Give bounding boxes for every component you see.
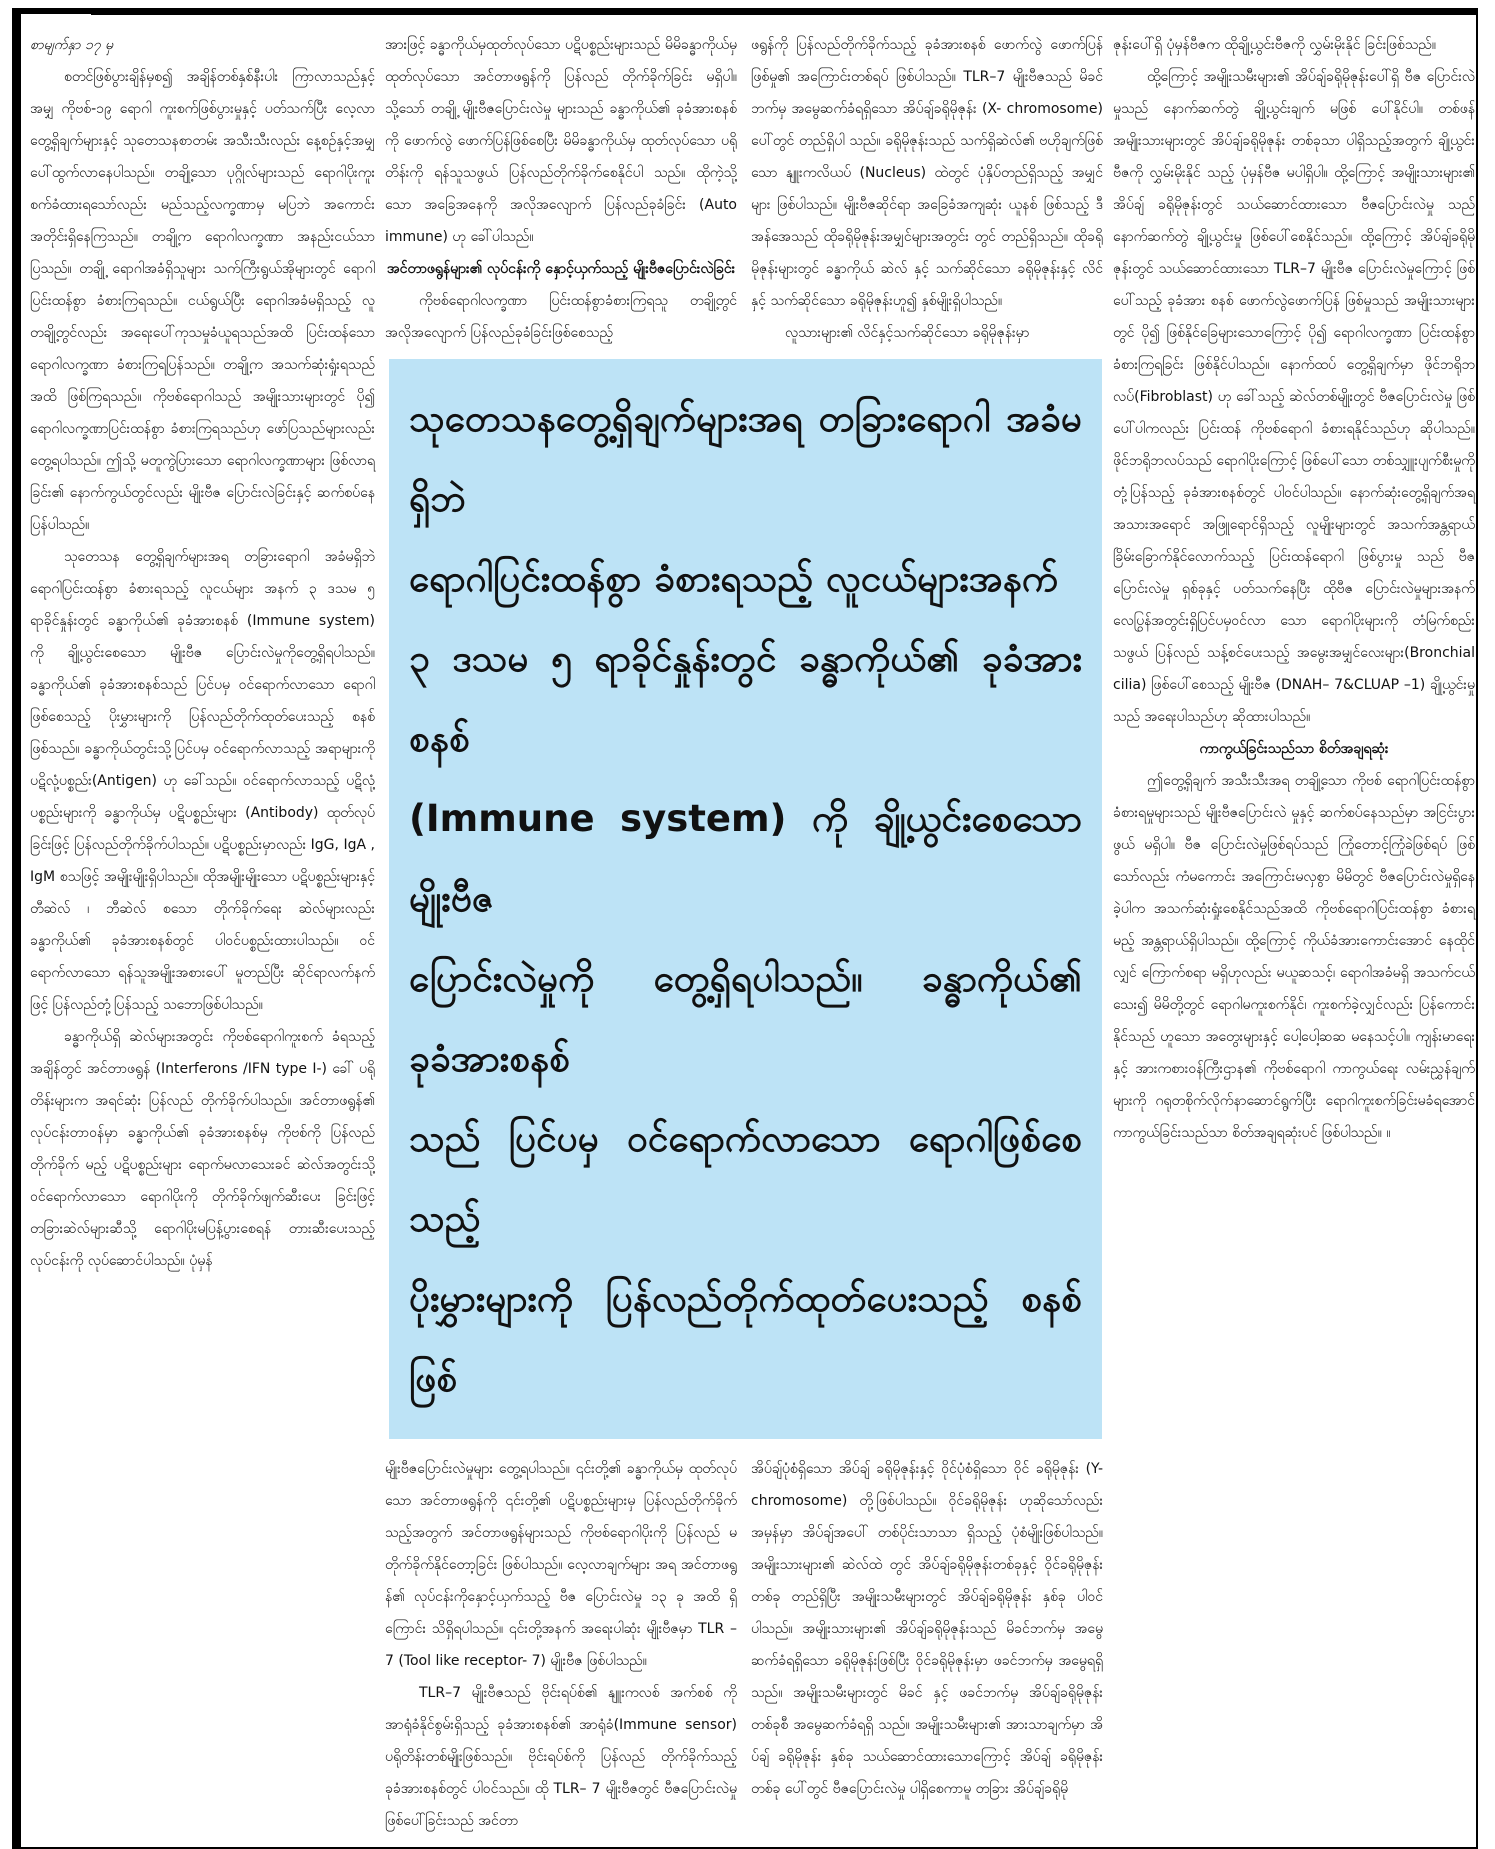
pull-quote-line: (Immune system) ကို ချို့ယွင်းစေသော မျိုးဗီဇ: [409, 797, 1082, 920]
border-gap: [21, 14, 91, 24]
paragraph: ထို့ကြောင့် အမျိုးသမီးများ၏ အိပ်ချ်ခရိုမိုဇုန်းပေါ်ရှိ ဗီဇ ပြောင်းလဲမှုသည် နောက်ဆက်တွဲ ချို့ယွင်းချက် မဖြစ် ပေါ်နိုင်ပါ။ တစ်ဖန် အမျိုးသားများတွင် အိပ်ချ်ခရိုမိုဇုန်း တစ်ခုသာ ပါရှိသည့်အတွက် ချို့ယွင်းဗီဇကို လွှမ်းမိုးနိုင် သည့် ပုံမှန်ဗီဇ မပါရှိပါ။ ထို့ကြောင့် အမျိုးသားများ၏ အိပ်ချ် ခရိုမိုဇုန်းတွင် သယ်ဆောင်ထားသော ဗီဇပြောင်းလဲမှု သည် နောက်ဆက်တွဲ ချို့ယွင်းမှု ဖြစ်ပေါ်စေနိုင်သည်။ ထို့ကြောင့် အိပ်ချ်ခရိုမိုဇုန်းတွင် သယ်ဆောင်ထားသော TLR–7 မျိုးဗီဇ ပြောင်းလဲမှုကြောင့် ဖြစ်ပေါ်သည့် ခုခံအား စနစ် ဖောက်လွဲဖောက်ပြန် ဖြစ်မှုသည် အမျိုးသားများတွင် ပို၍ ဖြစ်နိုင်ခြေများသောကြောင့် ပို၍ ရောဂါလက္ခဏာ ပြင်းထန်စွာ ခံစားကြရခြင်း ဖြစ်နိုင်ပါသည်။ နောက်ထပ် တွေ့ရှိချက်မှာ ဖိုင်ဘရိုဘလပ်(Fibroblast) ဟု ခေါ်သည့် ဆဲလ်တစ်မျိုးတွင် ဗီဇပြောင်းလဲမှု ဖြစ်ပေါ်ပါကလည်း ပြင်းထန် ကိုဗစ်ရောဂါ ခံစားရနိုင်သည်ဟု ဆိုပါသည်။ ဖိုင်ဘရိုဘလပ်သည် ရောဂါပိုးကြောင့် ဖြစ်ပေါ်သော တစ်သျှူးပျက်စီးမှုကို တုံ့ပြန်သည့် ခုခံအားစနစ်တွင် ပါဝင်ပါသည်။ နောက်ဆုံးတွေ့ရှိချက်အရ အသားအရောင် အဖြူရောင်ရှိသည့် လူမျိုးများတွင် အသက်အန္တရာယ် ခြိမ်းခြောက်နိုင်လောက်သည့် ပြင်းထန်ရောဂါ ဖြစ်ပွားမှု သည် ဗီဇပြောင်းလဲမှု ရှစ်ခုနှင့် ပတ်သက်နေပြီး ထိုဗီဇ ပြောင်းလဲမှုများအနက် လေပြွန်အတွင်းရှိပြင်ပမှဝင်လာ သော ရောဂါပိုးများကို တံမြက်စည်းသဖွယ် ပြန်လည် သန့်စင်ပေးသည့် အမွေးအမျှင်လေးများ(Bronchial cilia) ဖြစ်ပေါ်စေသည့် မျိုးဗီဇ (DNAH– 7&CLUAP –1) ချို့ယွင်းမှု သည် အရေးပါသည်ဟု ဆိုထားပါသည်။: [1113, 69, 1475, 725]
pull-quote-line: ပိုးမွှားများကို ပြန်လည်တိုက်ထုတ်ပေးသည့် စနစ်ဖြစ်: [409, 1277, 1082, 1400]
paragraph: ဇုန်းပေါ်ရှိ ပုံမှန်ဗီဇက ထိုချို့ယွင်းဗီဇကို လွှမ်းမိုးနိုင် ခြင်းဖြစ်သည်။: [1113, 37, 1436, 53]
paragraph: ဤတွေ့ရှိချက် အသီးသီးအရ တချို့သော ကိုဗစ် ရောဂါပြင်းထန်စွာ ခံစားရမှုများသည် မျိုးဗီဇပြောင်းလဲ မှုနှင့် ဆက်စပ်နေသည်မှာ အငြင်းပွားဖွယ် မရှိပါ။ ဗီဇ ပြောင်းလဲမှုဖြစ်ရပ်သည် ကြုံတောင့်ကြုံခဲဖြစ်ရပ် ဖြစ်သော်လည်း ကံမကောင်း အကြောင်းမလှစွာ မိမိတွင် ဗီဇပြောင်းလဲမှုရှိနေခဲ့ပါက အသက်ဆုံးရှုံးစေနိုင်သည်အထိ ကိုဗစ်ရောဂါပြင်းထန်စွာ ခံစားရမည့် အန္တရာယ်ရှိပါသည်။ ထို့ကြောင့် ကိုယ်ခံအားကောင်းအောင် နေထိုင်လျှင် ကြောက်စရာ မရှိဟုလည်း မယူဆသင့်၊ ရောဂါအခံမရှိ အသက်ငယ်သေး၍ မိမိတို့တွင် ရောဂါမကူးစက်နိုင်၊ ကူးစက်ခဲ့လျှင်လည်း ပြန်ကောင်းနိုင်သည် ဟူသော အတွေးများနှင့် ပေါ့ပေါ့ဆဆ မနေသင့်ပါ။ ကျန်းမာရေးနှင့် အားကစားဝန်ကြီးဌာန၏ ကိုဗစ်ရောဂါ ကာကွယ်ရေး လမ်းညွှန်ချက်များကို ဂရုတစိုက်လိုက်နာဆောင်ရွက်ပြီး ရောဂါကူးစက်ခြင်းမခံရအောင် ကာကွယ်ခြင်းသည်သာ စိတ်အချရဆုံးပင် ဖြစ်ပါသည်။ ။: [1113, 773, 1475, 1141]
middle-bottom-row: [385, 1453, 1103, 1837]
pull-quote-box: [389, 359, 1102, 1439]
page-border: [12, 8, 1478, 1849]
pull-quote-line: သည် ပြင်ပမှ ဝင်ရောက်လာသော ရောဂါဖြစ်စေသည့်: [409, 1117, 1082, 1240]
pull-quote-line: သုတေသနတွေ့ရှိချက်များအရ တခြားရောဂါ အခံမရှိဘဲ: [409, 397, 1082, 520]
middle-columns: [385, 29, 1103, 1837]
article-column-2-bottom: [385, 1453, 737, 1837]
paragraph: အားဖြင့် ခန္ဓာကိုယ်မှထုတ်လုပ်သော ပဋိပစ္စည်းများသည် မိမိခန္ဓာကိုယ်မှ ထုတ်လုပ်သော အင်တာဖရွန်ကို ပြန်လည် တိုက်ခိုက်ခြင်း မရှိပါ။ သို့သော် တချို့ မျိုးဗီဇပြောင်းလဲမှု များသည် ခန္ဓာကိုယ်၏ ခုခံအားစနစ်ကို ဖောက်လွဲ ဖောက်ပြန်ဖြစ်စေပြီး မိမိခန္ဓာကိုယ်မှ ထုတ်လုပ်သော ပရိုတိန်းကို ရန်သူသဖွယ် ပြန်လည်တိုက်ခိုက်စေနိုင်ပါ သည်။ ထိုကဲ့သို့သော အခြေအနေကို အလိုအလျောက် ပြန်လည်ခုခံခြင်း (Auto immune) ဟု ခေါ်ပါသည်။: [385, 37, 737, 245]
pull-quote-line: ရောဂါပြင်းထန်စွာ ခံစားရသည့် လူငယ်များအနက်: [409, 557, 1059, 600]
middle-top-row: [385, 29, 1103, 349]
subheading: ကာကွယ်ခြင်းသည်သာ စိတ်အချရဆုံး: [1199, 741, 1389, 757]
article-column-1: [30, 29, 375, 1277]
paragraph: ကိုဗစ်ရောဂါလက္ခဏာ ပြင်းထန်စွာခံစားကြရသူ တချို့တွင် အလိုအလျောက် ပြန်လည်ခုခံခြင်းဖြစ်စေသည့်: [385, 293, 737, 341]
paragraph: မျိုးဗီဇပြောင်းလဲမှုများ တွေ့ရပါသည်။ ၎င်းတို့၏ ခန္ဓာကိုယ်မှ ထုတ်လုပ်သော အင်တာဖရွန်ကို ၎င်းတို့၏ ပဋိပစ္စည်းများမှ ပြန်လည်တိုက်ခိုက်သည့်အတွက် အင်တာဖရွန်များသည် ကိုဗစ်ရောဂါပိုးကို ပြန်လည် မတိုက်ခိုက်နိုင်တော့ခြင်း ဖြစ်ပါသည်။ လေ့လာချက်များ အရ အင်တာဖရွန်၏ လုပ်ငန်းကိုနှောင့်ယှက်သည့် ဗီဇ ပြောင်းလဲမှု ၁၃ ခု အထိ ရှိကြောင်း သိရှိရပါသည်။ ၎င်းတို့အနက် အရေးပါဆုံး မျိုးဗီဇမှာ TLR – 7 (Tool like receptor- 7) မျိုးဗီဇ ဖြစ်ပါသည်။: [385, 1461, 737, 1669]
continued-from-label: စာမျက်နှာ ၁၇ မှ: [30, 37, 114, 53]
paragraph: သုတေသန တွေ့ရှိချက်များအရ တခြားရောဂါ အခံမရှိဘဲ ရောဂါပြင်းထန်စွာ ခံစားရသည့် လူငယ်များ အနက် ၃ ဒသမ ၅ ရာခိုင်နှုန်းတွင် ခန္ဓာကိုယ်၏ ခုခံအားစနစ် (Immune system) ကို ချို့ယွင်းစေသော မျိုးဗီဇ ပြောင်းလဲမှုကိုတွေ့ရှိရပါသည်။ ခန္ဓာကိုယ်၏ ခုခံအားစနစ်သည် ပြင်ပမှ ဝင်ရောက်လာသော ရောဂါဖြစ်စေသည့် ပိုးမွှားများကို ပြန်လည်တိုက်ထုတ်ပေးသည့် စနစ်ဖြစ်သည်။ ခန္ဓာကိုယ်တွင်းသို့ပြင်ပမှ ဝင်ရောက်လာသည့် အရာများကို ပဋိလုံ့ပစ္စည်း(Antigen) ဟု ခေါ်သည်။ ဝင်ရောက်လာသည့် ပဋိလုံ့ပစ္စည်းများကို ခန္ဓာကိုယ်မှ ပဋိပစ္စည်းများ (Antibody) ထုတ်လုပ်ခြင်းဖြင့် ပြန်လည်တိုက်ခိုက်ပါသည်။ ပဋိပစ္စည်းမှာလည်း IgG, IgA , IgM စသဖြင့် အမျိုးမျိုးရှိပါသည်။ ထိုအမျိုးမျိုးသော ပဋိပစ္စည်းများနှင့် တီဆဲလ် ၊ ဘီဆဲလ် စသော တိုက်ခိုက်ရေး ဆဲလ်များလည်း ခန္ဓာကိုယ်၏ ခုခံအားစနစ်တွင် ပါဝင်ပစ္စည်းထားပါသည်။ ဝင်ရောက်လာသော ရန်သူအမျိုးအစားပေါ် မူတည်ပြီး ဆိုင်ရာလက်နက်ဖြင့် ပြန်လည်တုံ့ပြန်သည့် သဘောဖြစ်ပါသည်။: [30, 549, 375, 1013]
paragraph: လူသားများ၏ လိင်နှင့်သက်ဆိုင်သော ခရိုမိုဇုန်းမှာ: [785, 325, 1030, 341]
article-column-3-top: [751, 29, 1103, 349]
paragraph: အိပ်ချ်ပုံစံရှိသော အိပ်ချ် ခရိုမိုဇုန်းနှင့် ဝိုင်ပုံစံရှိသော ဝိုင် ခရိုမိုဇုန်း (Y- chromosome) တို့ဖြစ်ပါသည်။ ဝိုင်ခရိုမိုဇုန်း ဟုဆိုသော်လည်း အမှန်မှာ အိပ်ချ်အပေါ် တစ်ပိုင်းသာသာ ရှိသည့် ပုံစံမျိုးဖြစ်ပါသည်။ အမျိုးသားများ၏ ဆဲလ်ထဲ တွင် အိပ်ချ်ခရိုမိုဇုန်းတစ်ခုနှင့် ဝိုင်ခရိုမိုဇုန်းတစ်ခု တည်ရှိပြီး အမျိုးသမီးများတွင် အိပ်ချ်ခရိုမိုဇုန်း နှစ်ခု ပါဝင်ပါသည်။ အမျိုးသားများ၏ အိပ်ချ်ခရိုမိုဇုန်းသည် မိခင်ဘက်မှ အမွေဆက်ခံရရှိသော ခရိုမိုဇုန်းဖြစ်ပြီး ဝိုင်ခရိုမိုဇုန်းမှာ ဖခင်ဘက်မှ အမွေရရှိသည်။ အမျိုးသမီးများတွင် မိခင် နှင့် ဖခင်ဘက်မှ အိပ်ချ်ခရိုမိုဇုန်း တစ်ခုစီ အမွေဆက်ခံရရှိ သည်။ အမျိုးသမီးများ၏ အားသာချက်မှာ အိပ်ချ် ခရိုမိုဇုန်း နှစ်ခု သယ်ဆောင်ထားသောကြောင့် အိပ်ချ် ခရိုမိုဇုန်း တစ်ခု ပေါ်တွင် ဗီဇပြောင်းလဲမှု ပါရှိစေကာမူ တခြား အိပ်ချ်ခရိုမို: [751, 1461, 1103, 1797]
article-column-4: [1113, 29, 1475, 1149]
article-grid: [30, 29, 1475, 1837]
article-column-2-top: [385, 29, 737, 349]
pull-quote-line: ၃ ဒသမ ၅ ရာခိုင်နှုန်းတွင် ခန္ဓာကိုယ်၏ ခုခံအားစနစ်: [409, 637, 1082, 760]
article-column-3-bottom: [751, 1453, 1103, 1805]
paragraph: ခန္ဓာကိုယ်ရှိ ဆဲလ်များအတွင်း ကိုဗစ်ရောဂါကူးစက် ခံရသည့်အချိန်တွင် အင်တာဖရွန် (Interferons /IFN type I-) ခေါ် ပရိုတိန်းများက အရင်ဆုံး ပြန်လည် တိုက်ခိုက်ပါသည်။ အင်တာဖရွန်၏ လုပ်ငန်းတာဝန်မှာ ခန္ဓာကိုယ်၏ ခုခံအားစနစ်မှ ကိုဗစ်ကို ပြန်လည်တိုက်ခိုက် မည့် ပဋိပစ္စည်းများ ရောက်မလာသေးခင် ဆဲလ်အတွင်းသို့ ဝင်ရောက်လာသော ရောဂါပိုးကို တိုက်ခိုက်ဖျက်ဆီးပေး ခြင်းဖြင့် တခြားဆဲလ်များဆီသို့ ရောဂါပိုးမပြန့်ပွားစေရန် တားဆီးပေးသည့် လုပ်ငန်းကို လုပ်ဆောင်ပါသည်။ ပုံမှန်: [30, 1029, 375, 1269]
pull-quote-line: ပြောင်းလဲမှုကို တွေ့ရှိရပါသည်။ ခန္ဓာကိုယ်၏ ခုခံအားစနစ်: [409, 957, 1082, 1080]
paragraph: ဖရွန်ကို ပြန်လည်တိုက်ခိုက်သည့် ခုခံအားစနစ် ဖောက်လွဲ ဖောက်ပြန်ဖြစ်မှု၏ အကြောင်းတစ်ရပ် ဖြစ်ပါသည်။ TLR–7 မျိုးဗီဇသည် မိခင်ဘက်မှ အမွေဆက်ခံရရှိသော အိပ်ချ်ခရိုမိုဇုန်း (X- chromosome) ပေါ်တွင် တည်ရှိပါ သည်။ ခရိုမိုဇုန်းသည် သက်ရှိဆဲလ်၏ ဗဟိုချက်ဖြစ်သော နျူးကလိယပ် (Nucleus) ထဲတွင် ပုံနှိပ်တည်ရှိသည့် အမျှင် များ ဖြစ်ပါသည်။ မျိုးဗီဇဆိုင်ရာ အခြေခံအကျဆုံး ယူနစ် ဖြစ်သည့် ဒီအန်အေသည် ထိုခရိုမိုဇုန်းအမျှင်များအတွင်း တွင် တည်ရှိသည်။ ထိုခရိုမိုဇုန်းများတွင် ခန္ဓာကိုယ် ဆဲလ် နှင့် သက်ဆိုင်သော ခရိုမိုဇုန်းနှင့် လိင်နှင့် သက်ဆိုင်သော ခရိုမိုဇုန်းဟူ၍ နှစ်မျိုးရှိပါသည်။: [751, 37, 1103, 309]
paragraph: စတင်ဖြစ်ပွားချိန်မှစ၍ အချိန်တစ်နှစ်နီးပါး ကြာလာသည်နှင့်အမျှ ကိုဗစ်-၁၉ ရောဂါ ကူးစက်ဖြစ်ပွားမှုနှင့် ပတ်သက်ပြီး လေ့လာတွေ့ရှိချက်များနှင့် သုတေသနစာတမ်း အသီးသီးလည်း နေ့စဉ်နှင့်အမျှ ပေါ်ထွက်လာနေပါသည်။ တချို့သော ပုဂ္ဂိုလ်များသည် ရောဂါပိုးကူးစက်ခံထားရသော်လည်း မည်သည့်လက္ခဏာမှ မပြဘဲ အကောင်းအတိုင်းရှိနေကြသည်။ တချို့က ရောဂါလက္ခဏာ အနည်းငယ်သာပြသည်။ တချို့ ရောဂါအခံရှိသူများ သက်ကြီးရွယ်အိုများတွင် ရောဂါပြင်းထန်စွာ ခံစားကြရသည်။ ငယ်ရွယ်ပြီး ရောဂါအခံမရှိသည့် လူတချို့တွင်လည်း အရေးပေါ်ကုသမှုခံယူရသည်အထိ ပြင်းထန်သော ရောဂါလက္ခဏာ ခံစားကြရပြန်သည်။ တချို့က အသက်ဆုံးရှုံးရသည်အထိ ဖြစ်ကြရသည်။ ကိုဗစ်ရောဂါသည် အမျိုးသားများတွင် ပို၍ ရောဂါလက္ခဏာပြင်းထန်စွာ ခံစားကြရသည်ဟု ဖော်ပြသည်များလည်း တွေ့ရပါသည်။ ဤသို့ မတူကွဲပြားသော ရောဂါလက္ခဏာများ ဖြစ်လာရခြင်း၏ နောက်ကွယ်တွင်လည်း မျိုးဗီဇ ပြောင်းလဲခြင်းနှင့် ဆက်စပ်နေပြန်ပါသည်။: [30, 69, 375, 533]
subheading: အင်တာဖရွန်များ၏ လုပ်ငန်းကို နှောင့်ယှက်သည့် မျိုးဗီဇပြောင်းလဲခြင်း: [386, 261, 736, 277]
paragraph: TLR–7 မျိုးဗီဇသည် ဗိုင်းရပ်စ်၏ နျူးကလစ် အက်စစ် ကို အာရုံခံနိုင်စွမ်းရှိသည့် ခုခံအားစနစ်၏ အာရုံခံ(Immune sensor) ပရိုတိန်းတစ်မျိုးဖြစ်သည်။ ဗိုင်းရပ်စ်ကို ပြန်လည် တိုက်ခိုက်သည့် ခုခံအားစနစ်တွင် ပါဝင်သည်။ ထို TLR– 7 မျိုးဗီဇတွင် ဗီဇပြောင်းလဲမှု ဖြစ်ပေါ်ခြင်းသည် အင်တာ: [385, 1685, 737, 1829]
